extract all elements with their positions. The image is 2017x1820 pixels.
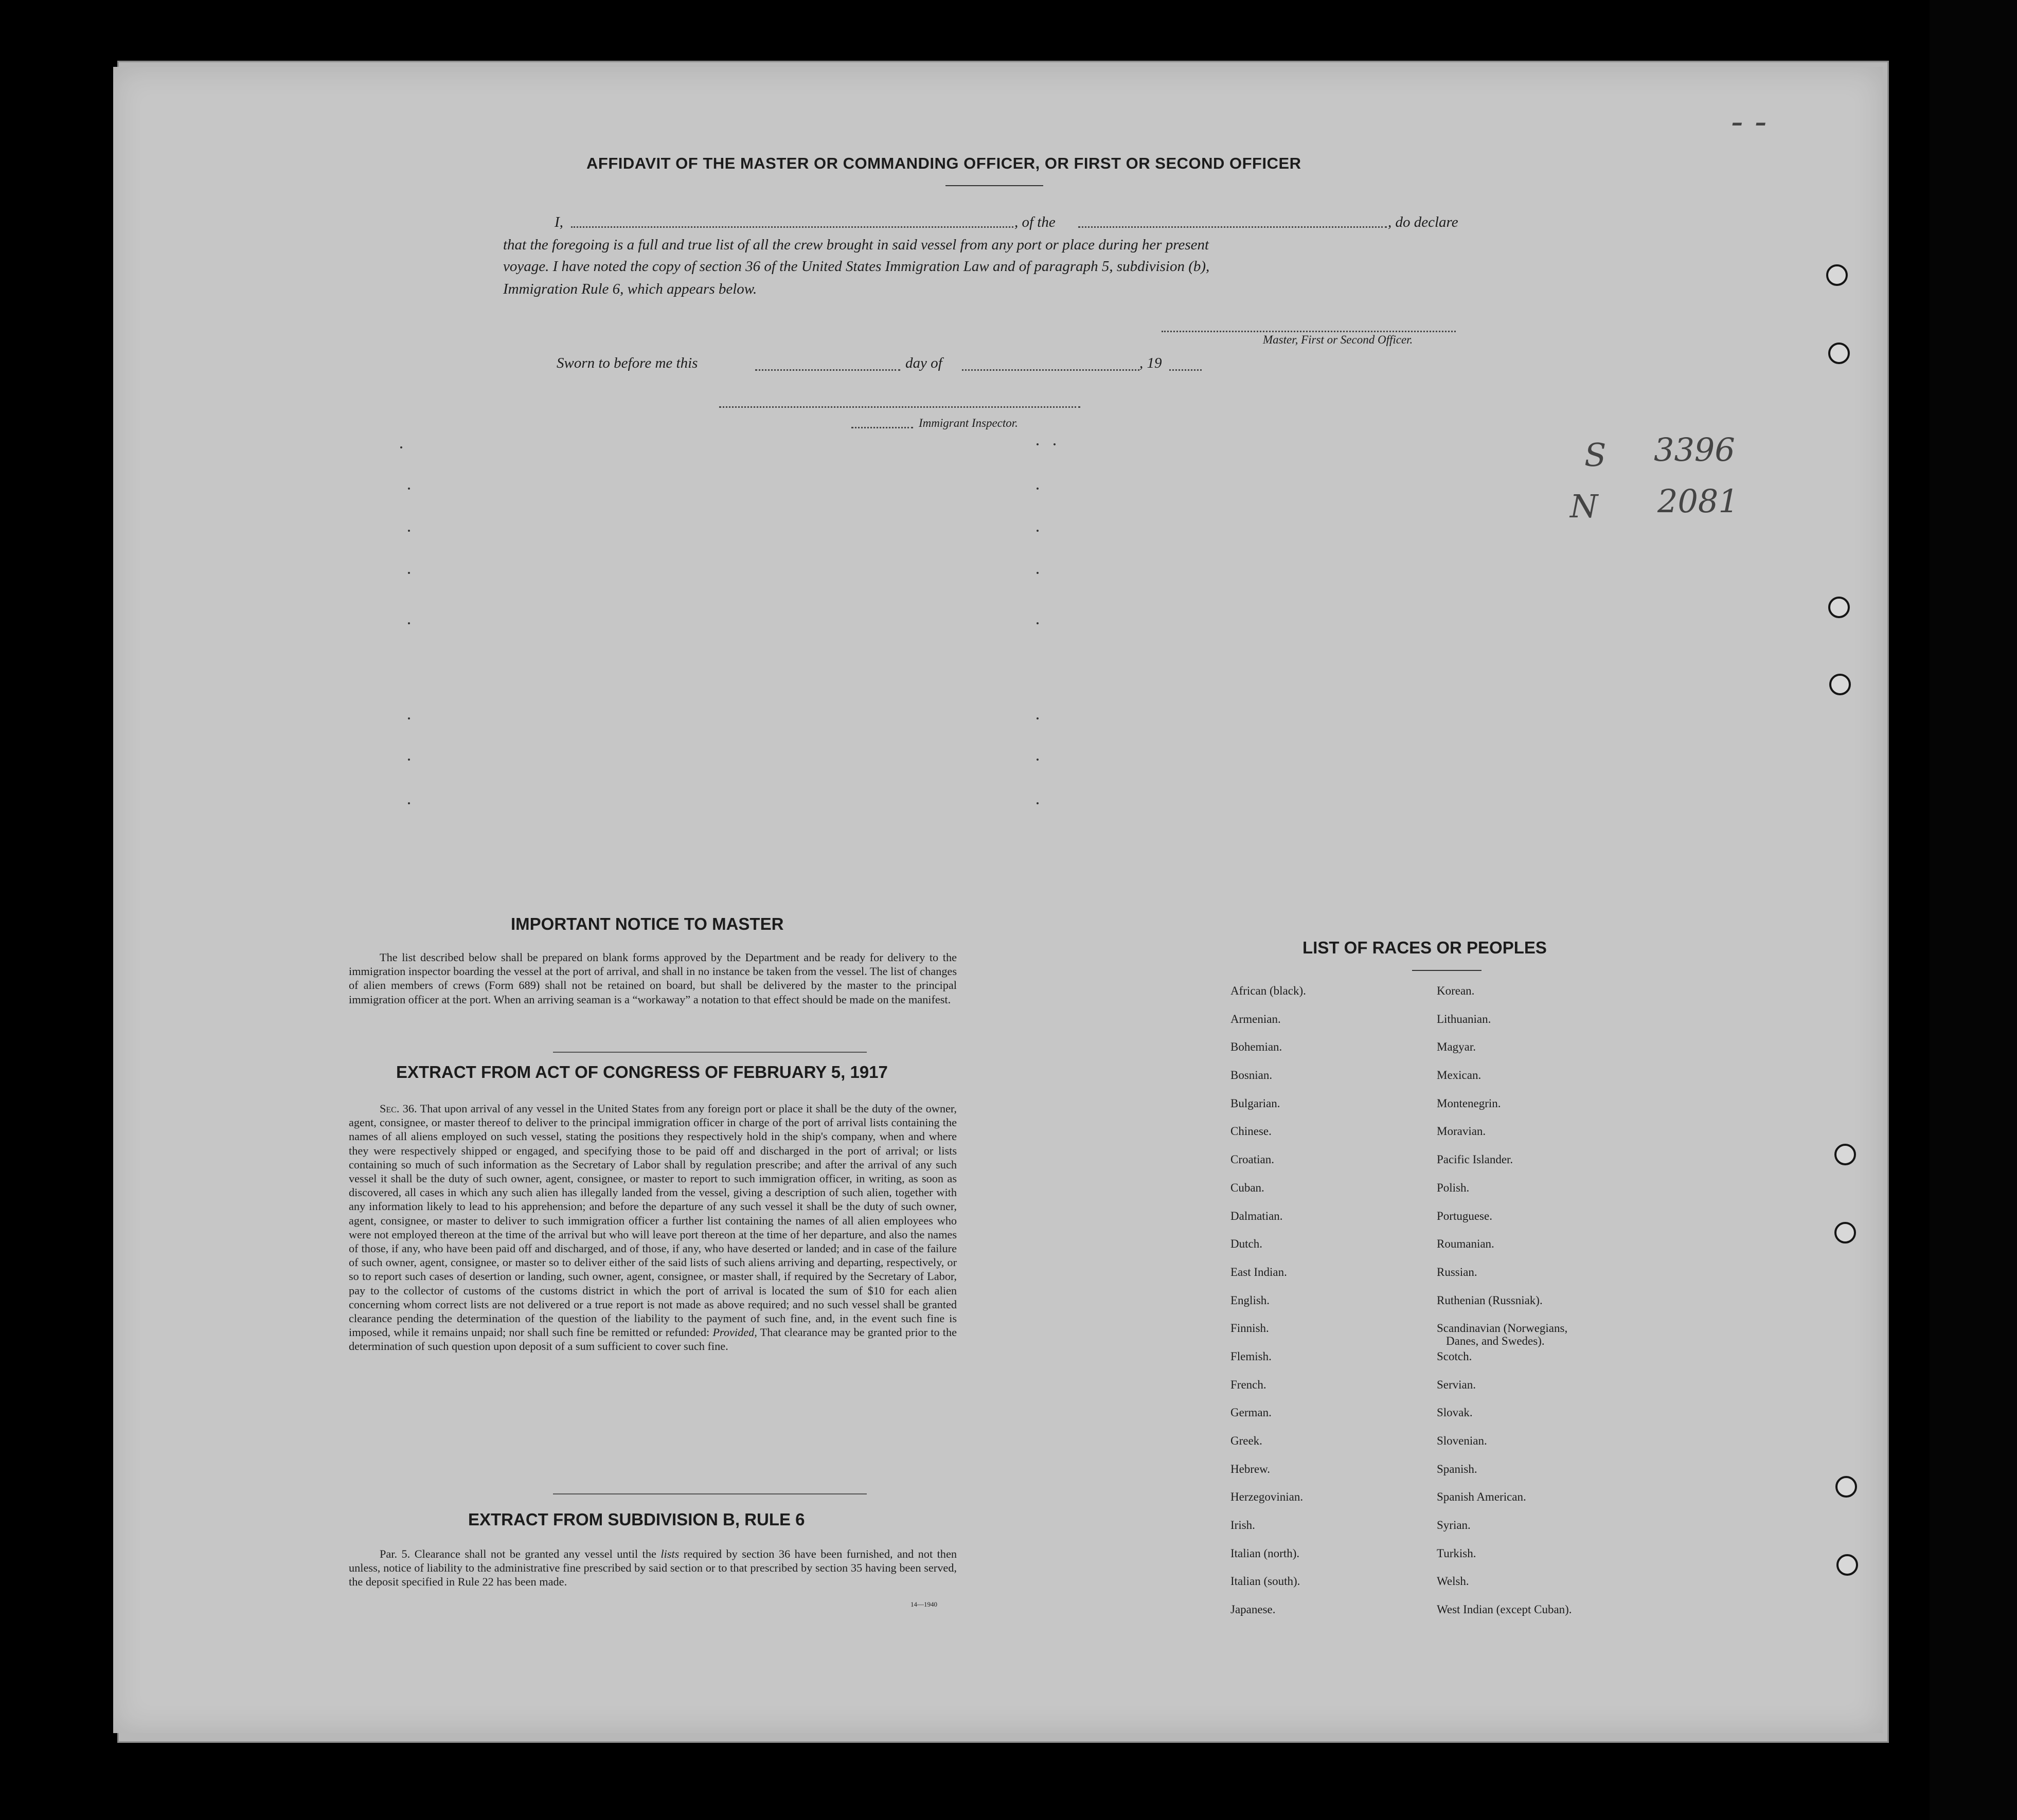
margin-dot (408, 802, 410, 804)
title-rule (945, 185, 1043, 186)
race-item: Roumanian. (1437, 1237, 1494, 1251)
inspector-signature-blank[interactable] (719, 406, 1080, 408)
inspector-prefix-blank (851, 427, 913, 428)
extract-act-text (349, 1102, 957, 1354)
punch-hole (1826, 264, 1848, 286)
race-item: Slovenian. (1437, 1434, 1487, 1447)
margin-dot (1037, 530, 1039, 532)
year-text: , 19 (1139, 355, 1162, 371)
race-item: Croatian. (1230, 1153, 1274, 1166)
scan-border (1930, 0, 2017, 1820)
race-item: Servian. (1437, 1378, 1476, 1391)
race-item: Magyar. (1437, 1040, 1476, 1054)
sworn-year-blank[interactable] (1169, 369, 1202, 371)
margin-dot (408, 488, 410, 490)
races-rule (1412, 970, 1481, 971)
name-blank[interactable] (571, 226, 1013, 228)
race-item: English. (1230, 1293, 1270, 1307)
affidavit-declare: , do declare (1388, 214, 1458, 230)
handwritten-number-2: 2081 (1657, 482, 1739, 520)
race-item: Herzegovinian. (1230, 1490, 1304, 1504)
race-item: Scandinavian (Norwegians, (1437, 1322, 1568, 1335)
form-number: 14—1940 (911, 1600, 937, 1608)
section-rule (553, 1052, 867, 1053)
races-right-column (1437, 984, 1572, 1631)
par-body-2: required by section 36 have been furnished, and not then unless, notice of liability to the administrative fine prescribed by said section or to that prescribed by section 35 having been served, the deposit specified in Rule 22 has been made. (349, 1547, 957, 1589)
race-item: Scotch. (1437, 1349, 1472, 1363)
provided-label: Provided, (712, 1326, 757, 1339)
sworn-text: Sworn to before me this (557, 355, 698, 371)
punch-hole (1834, 1144, 1856, 1165)
inspector-caption: Immigrant Inspector. (919, 417, 1018, 429)
race-item: Italian (south). (1230, 1575, 1300, 1588)
punch-hole (1836, 1554, 1858, 1576)
margin-dot (1054, 443, 1056, 445)
race-item: German. (1230, 1406, 1272, 1419)
extract-act-title: EXTRACT FROM ACT OF CONGRESS OF FEBRUARY 5, 1917 (396, 1062, 888, 1082)
race-item: Montenegrin. (1437, 1096, 1501, 1110)
race-item-continuation: Danes, and Swedes). (1446, 1335, 1545, 1348)
sworn-day-blank[interactable] (755, 369, 900, 371)
race-item: Korean. (1437, 984, 1475, 997)
extract-rule-title: EXTRACT FROM SUBDIVISION B, RULE 6 (468, 1510, 805, 1529)
race-item: French. (1230, 1378, 1266, 1391)
sec-36-tail: That clearance may be granted prior to the determination of such question upon deposit of a sum sufficient to cover such fine. (349, 1326, 957, 1353)
punch-hole (1829, 674, 1851, 695)
corner-mark: - - (1731, 100, 1767, 142)
race-item: Hebrew. (1230, 1462, 1271, 1475)
race-item: Bohemian. (1230, 1040, 1282, 1054)
handwritten-number-1: 3396 (1654, 431, 1735, 468)
race-item: Japanese. (1230, 1603, 1276, 1616)
race-item: Dalmatian. (1230, 1209, 1283, 1222)
race-item: Pacific Islander. (1437, 1153, 1513, 1166)
races-left-column (1230, 984, 1306, 1631)
affidavit-line3: voyage. I have noted the copy of section 36 of the United States Immigration Law and of paragraph 5, subdivision (b), (503, 258, 1210, 275)
notice-text: The list described below shall be prepared on blank forms approved by the Department and be ready for delivery to the immigration inspector boarding the vessel at the port of arrival, and shall in no instance be taken from the vessel. The list of changes of alien members of crews (Form 689) shall not be retained on board, but shall be delivered by the master to the principal immigration officer at the port. When an arriving seaman is a “workaway” a notation to that effect should be made on the manifest. (349, 951, 957, 1006)
margin-dot (408, 530, 410, 532)
margin-dot (408, 759, 410, 761)
margin-dot (1037, 717, 1039, 719)
race-item: Portuguese. (1437, 1209, 1492, 1222)
race-item: Dutch. (1230, 1237, 1262, 1251)
race-item: Moravian. (1437, 1125, 1486, 1138)
punch-hole (1828, 597, 1850, 618)
margin-dot (408, 717, 410, 719)
margin-dot (1037, 622, 1039, 624)
margin-dot (1037, 572, 1039, 574)
race-item: Bulgarian. (1230, 1096, 1280, 1110)
race-item: Finnish. (1230, 1322, 1269, 1335)
affidavit-i: I, (555, 214, 563, 230)
affidavit-line4: Immigration Rule 6, which appears below. (503, 281, 757, 297)
race-item: Irish. (1230, 1519, 1255, 1532)
race-item-scandinavian (1437, 1322, 1572, 1350)
race-item: African (black). (1230, 984, 1306, 997)
punch-hole (1835, 1476, 1857, 1498)
notice-title: IMPORTANT NOTICE TO MASTER (511, 914, 784, 933)
race-item: Slovak. (1437, 1406, 1473, 1419)
affidavit-of-the: , of the (1014, 214, 1056, 230)
race-item: Welsh. (1437, 1575, 1469, 1588)
race-item: Mexican. (1437, 1069, 1481, 1082)
race-item: Chinese. (1230, 1125, 1272, 1138)
margin-dot (408, 622, 410, 624)
margin-dot (1037, 759, 1039, 761)
margin-dot (400, 446, 402, 448)
master-signature-blank[interactable] (1162, 331, 1456, 332)
par-label: Par. 5. (380, 1547, 410, 1560)
section-rule (553, 1493, 867, 1494)
affidavit-title: AFFIDAVIT OF THE MASTER OR COMMANDING OFFICER, OR FIRST OR SECOND OFFICER (586, 154, 1301, 172)
sworn-month-blank[interactable] (962, 369, 1139, 371)
race-item: Spanish. (1437, 1462, 1477, 1475)
race-item: Cuban. (1230, 1181, 1264, 1194)
race-item: Syrian. (1437, 1519, 1471, 1532)
lists-word: lists (661, 1547, 680, 1560)
sec-36-body: That upon arrival of any vessel in the United States from any foreign port or place it shall be the duty of the owner, agent, consignee, or master thereof to deliver to the principal immigration officer in charge of the port of arrival lists containing the names of all aliens employed on such vessel, stating the positions they respectively hold in the ship's company, when and where they were respectively shipped or engaged, and specifying those to be paid off and discharged in the port of arrival; or lists containing so much of such information as the Secretary of Labor shall by regulation prescribe; and after the arrival of any such vessel it shall be the duty of such owner, agent, consignee, or master to report to such immigration officer, in writing, as soon as discovered, all cases in which any such alien has illegally landed from the vessel, giving a description of such alien, together with any information likely to lead to his apprehension; and before the departure of any such vessel it shall be the duty of such owner, agent, consignee, or master to deliver to such immigration officer a further list containing the names of all alien employees who were not employed thereon at the time of the arrival but who will leave port thereon at the time of her departure, and also the names of those, if any, who have been paid off and discharged, and of those, if any, who have deserted or landed; and in case of the failure of such owner, agent, consignee, or master so to deliver either of the said lists of such aliens arriving and departing, respectively, or so to report such cases of desertion or landing, such owner, agent, consignee, or master shall, if required by the Secretary of Labor, pay to the collector of customs of the customs district in which the port of arrival is located the sum of $10 for each alien concerning whom correct lists are not delivered or a true report is not made as above required; and no such vessel shall be granted clearance pending the determination of the question of the liability to the payment of such fine, and, in the event such fine is imposed, while it remains unpaid; nor shall such fine be remitted or refunded: (349, 1102, 957, 1339)
margin-dot (1037, 443, 1039, 445)
margin-dot (408, 572, 410, 574)
race-item: Armenian. (1230, 1012, 1281, 1025)
race-item: Flemish. (1230, 1349, 1272, 1363)
race-item: Polish. (1437, 1181, 1470, 1194)
race-item: Italian (north). (1230, 1546, 1300, 1560)
document-page (113, 67, 1883, 1733)
punch-hole (1834, 1222, 1856, 1244)
race-item: Turkish. (1437, 1546, 1476, 1560)
race-item: Lithuanian. (1437, 1012, 1491, 1025)
punch-hole (1828, 343, 1850, 364)
handwritten-prefix-s: S (1584, 436, 1607, 474)
margin-dot (1037, 802, 1039, 804)
race-item: West Indian (except Cuban). (1437, 1603, 1572, 1616)
master-caption: Master, First or Second Officer. (1263, 333, 1413, 346)
race-item: Russian. (1437, 1265, 1477, 1278)
day-of-text: day of (905, 355, 942, 371)
par-body-1: Clearance shall not be granted any vessel until the (414, 1547, 656, 1560)
vessel-blank[interactable] (1078, 226, 1387, 228)
races-title: LIST OF RACES OR PEOPLES (1302, 938, 1547, 957)
race-item: Spanish American. (1437, 1490, 1526, 1504)
handwritten-prefix-n: N (1570, 488, 1598, 525)
race-item: Greek. (1230, 1434, 1262, 1447)
affidavit-line2: that the foregoing is a full and true list of all the crew brought in said vessel from any port or place during her present (503, 237, 1209, 253)
margin-dot (1037, 488, 1039, 490)
race-item: Bosnian. (1230, 1069, 1273, 1082)
sec-label: Sec. 36. (380, 1102, 417, 1115)
race-item: Ruthenian (Russniak). (1437, 1293, 1543, 1307)
race-item: East Indian. (1230, 1265, 1287, 1278)
extract-rule-text (349, 1547, 957, 1589)
